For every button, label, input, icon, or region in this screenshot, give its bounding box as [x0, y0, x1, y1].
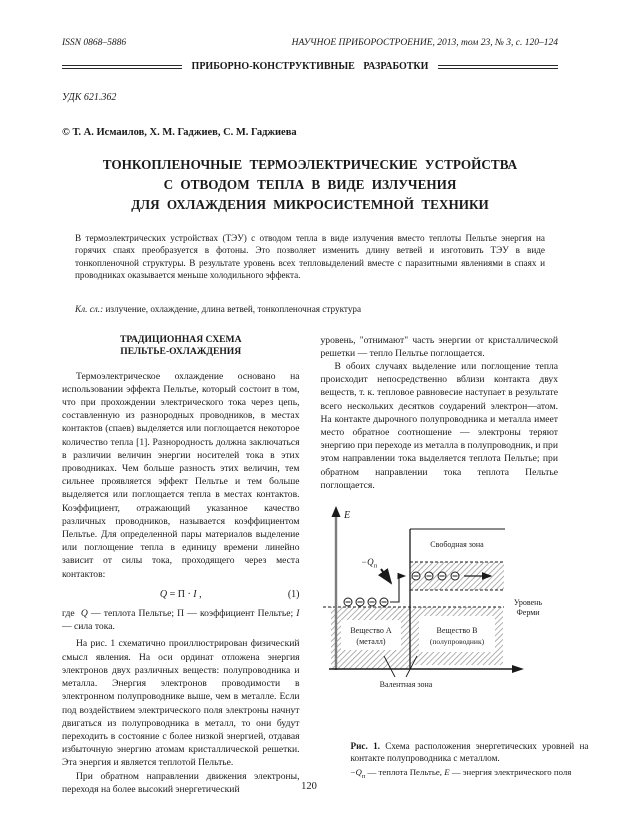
left-column — [62, 334, 300, 796]
eq-q: Q — [159, 588, 168, 600]
right-column — [320, 334, 589, 796]
abstract: В термоэлектрических устройствах (ТЭУ) с отводом тепла в виде излучения вместо теплоты Пельтье энергия на горячих спаях преобразуется в фотоны. Это позволяет изменить длину ветвей и изготовить ТЭУ в виде тонкопленочной структуры. В результате уровень всех тепловыделений вместе с паразитными явлениями в спаях и проводниках оказывается меньше холодильного эффекта. — [75, 233, 545, 281]
qp-label — [361, 557, 378, 570]
transition-step-arrow — [390, 576, 405, 602]
journal-reference: НАУЧНОЕ ПРИБОРОСТРОЕНИЕ, 2013, том 23, № 3, с. 120–124 — [291, 38, 558, 48]
qp-pointer-arrow — [381, 569, 391, 583]
section-heading-line-1: ТРАДИЦИОННАЯ СХЕМА — [119, 333, 242, 345]
section-heading-line-2: ПЕЛЬТЬЕ-ОХЛАЖДЕНИЯ — [120, 346, 242, 358]
running-header — [62, 38, 558, 48]
figure-caption — [351, 740, 589, 764]
where-i: I — [296, 608, 300, 620]
paragraph: На рис. 1 схематично проиллюстрирован физический смысл явления. На оси ординат отложена энергия электронов двух различных веществ: полупроводника и металла. Энергия электронов проводимости в электронном полупроводнике выше, чем в металле. Если под воздействием электрического поля электроны начнут двигаться из полупроводника в металл, то они будут переходить в состояние с более низкой энергией, отдавая избыточную энергию атомам кристаллической решетки. Эта энергия и является теплотой Пельтье. — [62, 638, 300, 769]
where-mid: — теплота Пельтье; П — коэффициент Пельтье; — [87, 608, 297, 620]
section-title: ПРИБОРНО-КОНСТРУКТИВНЫЕ РАЗРАБОТКИ — [191, 61, 429, 72]
x-axis-arrowhead — [512, 665, 524, 673]
fermi-label-line-2: Ферми — [515, 608, 540, 618]
two-column-body — [62, 333, 589, 796]
note-q: Q — [355, 767, 362, 778]
section-heading — [62, 334, 300, 359]
substance-b-line-2: (полупроводник) — [429, 637, 484, 647]
note-q-subscript: п — [361, 773, 366, 781]
equation-1 — [62, 588, 300, 601]
section-banner — [62, 61, 558, 72]
banner-rule-right — [438, 65, 558, 69]
figure-caption-label: Рис. 1. — [350, 741, 380, 752]
udk-code: УДК 621.362 — [62, 92, 117, 103]
figure-caption-text: Схема расположения энергетических уровней на контакте полупроводника с металлом. — [350, 741, 589, 764]
figure-1 — [321, 504, 589, 782]
substance-b-line-1: Вещество В — [436, 626, 477, 636]
valence-zone-label: Валентная зона — [379, 680, 432, 690]
paragraph: При обратном направлении движения электроны, переходя на более высокий энергетический — [62, 770, 300, 795]
keywords-text: излучение, охлаждение, длина ветвей, тонкопленочная структура — [103, 303, 362, 314]
paragraph: Термоэлектрическое охлаждение основано на использовании эффекта Пельтье, который состоит в том, что при прохождении электрического тока через цепь, составленную из разнородных проводников, в местах контактов (спаев) выделяется или поглощается некоторое количество тепла [1]. Разнородность должна заключаться в различии величин энергии носителей тока в этих проводниках. Чем больше разность этих величин, тем сильнее проявляется эффект Пельтье и тем больше выделяется или поглощается тепла в местах контактов. Коэффициент, отражающий указанное качество различных проводников, называется коэффициентом Пельтье. Для определенной пары материалов выделение или поглощение тепла в единицу времени линейно зависит от силы тока, проходящего через места контактов: — [62, 370, 300, 580]
title-line-3: ДЛЯ ОХЛАЖДЕНИЯ МИКРОСИСТЕМНОЙ ТЕХНИКИ — [131, 197, 489, 212]
energy-band-diagram — [321, 504, 561, 728]
note-minus: − — [350, 767, 356, 778]
issn: ISSN 0868–5886 — [62, 38, 127, 48]
substance-a-line-1: Вещество А — [349, 626, 392, 636]
eq-mid: = П · — [167, 588, 194, 600]
where-pre: где — [62, 608, 81, 620]
authors-line: © Т. А. Исмаилов, Х. М. Гаджиев, С. М. Гаджиева — [62, 127, 297, 138]
note-mid: — теплота Пельтье, — [365, 767, 445, 778]
equation-legend — [62, 607, 300, 633]
e-axis-arrowhead — [331, 506, 340, 517]
qp-subscript: п — [373, 562, 377, 570]
paragraph: уровень, "отнимают" часть энергии от кристаллической решетки — тепло Пельтье поглощается. — [320, 334, 558, 359]
eq-tail: , — [196, 588, 202, 600]
title-line-1: ТОНКОПЛЕНОЧНЫЕ ТЕРМОЭЛЕКТРИЧЕСКИЕ УСТРОЙСТВА — [102, 157, 518, 172]
page-number: 120 — [301, 781, 317, 792]
where-q: Q — [80, 608, 88, 620]
article-title — [62, 155, 558, 215]
fermi-label-line-1: Уровень — [513, 598, 542, 608]
note-e: E — [444, 767, 450, 778]
e-axis-label: E — [343, 510, 350, 522]
substance-a-line-2: (металл) — [355, 637, 386, 647]
metal-electrons — [344, 598, 388, 606]
keywords-label: Кл. сл.: — [75, 303, 104, 314]
paragraph: В обоих случаях выделение или поглощение тепла происходит непосредственно вблизи контакта двух веществ, т. к. тепловое равновесие наступает в результате всего нескольких десятков соударений электрон—атом. На контакте дырочного полупроводника и металла имеет место обратное соотношение — электроны теряют энергию при переходе из металла в полупроводник, и при этом направлении тока выделяется теплота Пельтье; при обратном направлении тока теплота Пельтье поглощается. — [320, 361, 558, 491]
keywords-line — [75, 304, 545, 314]
note-tail: — энергия электрического поля — [449, 767, 572, 778]
banner-rule-left — [62, 65, 182, 69]
eq-i: I — [193, 588, 197, 600]
free-zone-label: Свободная зона — [429, 540, 484, 550]
where-tail: — сила тока. — [62, 621, 115, 633]
equation-number: (1) — [287, 588, 300, 600]
title-line-2: С ОТВОДОМ ТЕПЛА В ВИДЕ ИЗЛУЧЕНИЯ — [163, 177, 457, 192]
qp-main: −Q — [360, 557, 374, 568]
